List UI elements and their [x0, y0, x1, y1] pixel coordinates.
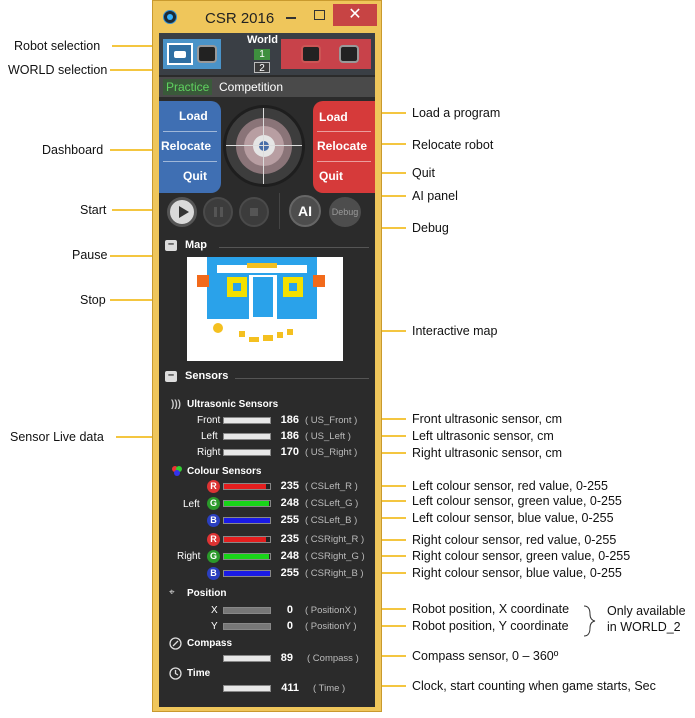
dashboard-dial — [223, 105, 305, 187]
colour-right-label: Right — [177, 551, 201, 562]
pos-x-value: 0 — [286, 604, 293, 616]
maximize-button[interactable] — [307, 5, 331, 25]
robot-icon[interactable] — [339, 45, 359, 63]
tab-competition[interactable]: Competition — [219, 80, 284, 94]
selected-robot-icon[interactable] — [167, 43, 193, 65]
annotation-cs-right-r: Right colour sensor, red value, 0-255 — [412, 533, 617, 547]
colour-right-b-tag: ( CSRight_B ) — [305, 568, 364, 579]
colour-left-label: Left — [183, 499, 200, 510]
annotation-relocate-robot: Relocate robot — [412, 138, 494, 152]
interactive-map[interactable] — [187, 257, 343, 361]
world-option-1[interactable]: 1 — [254, 49, 270, 60]
colour-right-r-fill — [224, 537, 266, 542]
us-front-tag: ( US_Front ) — [305, 415, 358, 426]
annotation-cs-left-r: Left colour sensor, red value, 0-255 — [412, 479, 608, 493]
colour-left-r-channel: R — [207, 480, 220, 493]
robot-icon[interactable] — [301, 45, 321, 63]
ultrasonic-icon: ))) — [171, 399, 181, 410]
minimize-button[interactable] — [279, 5, 303, 25]
colour-right-b-value: 255 — [280, 567, 299, 579]
us-front-bar — [223, 417, 271, 424]
tab-practice[interactable]: Practice — [163, 79, 212, 95]
annotation-start: Start — [80, 203, 107, 217]
position-icon: ⌖ — [169, 587, 175, 598]
colour-right-r-bar — [223, 536, 271, 543]
app-icon — [163, 10, 177, 24]
compass-tag: ( Compass ) — [307, 653, 359, 664]
annotation-compass: Compass sensor, 0 – 360º — [412, 649, 559, 663]
colour-left-b-fill — [224, 518, 270, 523]
us-right-tag: ( US_Right ) — [305, 447, 358, 458]
compass-value: 89 — [280, 652, 293, 664]
us-right-value: 170 — [280, 446, 299, 458]
quit-button-right[interactable]: Quit — [319, 169, 343, 183]
right-robot-panel — [313, 101, 375, 193]
pause-button[interactable] — [203, 197, 233, 227]
time-header: Time — [187, 668, 211, 679]
colour-left-r-tag: ( CSLeft_R ) — [305, 481, 358, 492]
robot-selector-left[interactable] — [163, 39, 221, 69]
sensors-section-title: Sensors — [185, 370, 229, 382]
pos-y-tag: ( PositionY ) — [305, 621, 357, 632]
colour-right-b-channel: B — [207, 567, 220, 580]
ultrasonic-header: Ultrasonic Sensors — [187, 399, 279, 410]
annotation-world-selection: WORLD selection — [8, 63, 108, 77]
compass-header: Compass — [187, 638, 233, 649]
mode-bar — [159, 77, 375, 97]
colour-left-g-bar — [223, 500, 271, 507]
title-bar[interactable] — [153, 1, 381, 33]
relocate-button-right[interactable]: Relocate — [317, 139, 368, 153]
csr-window — [152, 0, 382, 712]
colour-left-g-channel: G — [207, 497, 220, 510]
us-left-value: 186 — [280, 430, 299, 442]
colour-left-b-channel: B — [207, 514, 220, 527]
quit-button-left[interactable]: Quit — [183, 169, 207, 183]
time-tag: ( Time ) — [313, 683, 346, 694]
colour-right-g-bar — [223, 553, 271, 560]
load-button-right[interactable]: Load — [319, 110, 348, 124]
robot-icon[interactable] — [197, 45, 217, 63]
colour-right-g-tag: ( CSRight_G ) — [305, 551, 365, 562]
annotation-dashboard: Dashboard — [42, 143, 104, 157]
colour-right-g-fill — [224, 554, 269, 559]
close-button[interactable]: ✕ — [333, 4, 377, 26]
colour-right-g-value: 248 — [280, 550, 299, 562]
us-left-tag: ( US_Left ) — [305, 431, 351, 442]
colour-right-r-channel: R — [207, 533, 220, 546]
colour-left-g-tag: ( CSLeft_G ) — [305, 498, 359, 509]
annotation-cs-left-g: Left colour sensor, green value, 0-255 — [412, 494, 622, 508]
colour-right-r-tag: ( CSRight_R ) — [305, 534, 365, 545]
colour-left-b-bar — [223, 517, 271, 524]
colour-right-g-channel: G — [207, 550, 220, 563]
debug-button[interactable]: Debug — [329, 197, 361, 227]
annotation-us-left: Left ultrasonic sensor, cm — [412, 429, 554, 443]
client-area — [159, 33, 375, 707]
annotation-pause: Pause — [72, 248, 108, 262]
ai-panel-button[interactable]: AI — [289, 195, 321, 227]
world-option-2[interactable]: 2 — [254, 62, 270, 73]
stop-button[interactable] — [239, 197, 269, 227]
colour-left-g-value: 248 — [280, 497, 299, 509]
time-bar — [223, 685, 271, 692]
annotation-load-program: Load a program — [412, 106, 501, 120]
annotation-in-world2: in WORLD_2 — [607, 620, 681, 634]
annotation-us-right: Right ultrasonic sensor, cm — [412, 446, 563, 460]
colour-right-r-value: 235 — [280, 533, 299, 545]
load-button-left[interactable]: Load — [179, 109, 208, 123]
left-robot-panel — [159, 101, 221, 193]
pos-x-tag: ( PositionX ) — [305, 605, 357, 616]
start-button[interactable] — [167, 197, 197, 227]
us-front-value: 186 — [280, 414, 299, 426]
annotation-us-front: Front ultrasonic sensor, cm — [412, 412, 563, 426]
pos-x-label: X — [211, 605, 218, 616]
sensors-collapse-button[interactable]: – — [165, 371, 177, 382]
colour-left-r-bar — [223, 483, 271, 490]
pos-y-bar — [223, 623, 271, 630]
time-value: 411 — [281, 682, 299, 694]
colour-header: Colour Sensors — [187, 466, 262, 477]
map-section-title: Map — [185, 239, 207, 251]
pos-x-bar — [223, 607, 271, 614]
annotation-cs-right-b: Right colour sensor, blue value, 0-255 — [412, 566, 622, 580]
relocate-button-left[interactable]: Relocate — [161, 139, 212, 153]
us-left-bar — [223, 433, 271, 440]
annotation-quit: Quit — [412, 166, 435, 180]
annotation-stop: Stop — [80, 293, 106, 307]
us-left-label: Left — [201, 431, 218, 442]
position-header: Position — [187, 588, 227, 599]
colour-icon — [171, 465, 183, 480]
compass-icon — [169, 637, 182, 653]
pos-y-label: Y — [211, 621, 218, 632]
us-front-label: Front — [197, 415, 221, 426]
annotation-cs-right-g: Right colour sensor, green value, 0-255 — [412, 549, 631, 563]
colour-left-b-value: 255 — [280, 514, 299, 526]
annotation-sensor-live: Sensor Live data — [10, 430, 104, 444]
annotation-only-available: Only available — [607, 604, 686, 618]
colour-right-b-bar — [223, 570, 271, 577]
annotation-interactive-map: Interactive map — [412, 324, 498, 338]
us-right-label: Right — [197, 447, 221, 458]
window-title: CSR 2016 — [205, 10, 275, 27]
world-label: World — [247, 34, 278, 46]
annotation-pos-x: Robot position, X coordinate — [412, 602, 570, 616]
compass-bar — [223, 655, 271, 662]
colour-left-b-tag: ( CSLeft_B ) — [305, 515, 358, 526]
us-right-bar — [223, 449, 271, 456]
clock-icon — [169, 667, 182, 683]
colour-left-r-fill — [224, 484, 266, 489]
map-collapse-button[interactable]: – — [165, 240, 177, 251]
robot-selector-right[interactable] — [281, 39, 371, 69]
robot-selection-bar — [159, 33, 375, 75]
colour-left-g-fill — [224, 501, 269, 506]
annotation-cs-left-b: Left colour sensor, blue value, 0-255 — [412, 511, 614, 525]
annotation-ai-panel: AI panel — [412, 189, 458, 203]
colour-left-r-value: 235 — [280, 480, 299, 492]
annotation-pos-y: Robot position, Y coordinate — [412, 619, 569, 633]
colour-right-b-fill — [224, 571, 270, 576]
annotation-robot-selection: Robot selection — [14, 39, 101, 53]
annotation-clock: Clock, start counting when game starts, Sec — [412, 679, 656, 693]
pos-y-value: 0 — [286, 620, 293, 632]
annotation-debug: Debug — [412, 221, 449, 235]
